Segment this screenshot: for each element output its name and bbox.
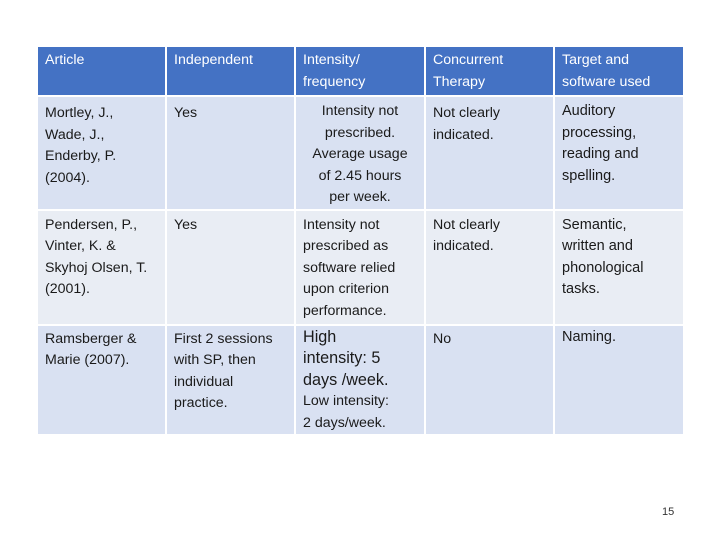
cell-line: tasks. bbox=[562, 281, 600, 297]
cell-target bbox=[554, 96, 684, 210]
cell-line: with SP, then bbox=[174, 352, 256, 368]
cell-concurrent bbox=[425, 325, 554, 436]
cell-line: Marie (2007). bbox=[45, 352, 130, 368]
header-concurrent-line: Concurrent bbox=[433, 52, 504, 68]
table-row bbox=[37, 325, 684, 436]
cell-concurrent bbox=[425, 210, 554, 325]
cell-line: High bbox=[303, 327, 337, 346]
cell-line: upon criterion bbox=[303, 281, 389, 297]
cell-line: software relied bbox=[303, 259, 396, 276]
cell-intensity bbox=[295, 210, 425, 325]
cell-line: processing, bbox=[562, 124, 637, 141]
cell-line: prescribed as bbox=[303, 238, 389, 254]
cell-line: intensity: 5 bbox=[303, 349, 381, 367]
cell-line: per week. bbox=[329, 189, 391, 205]
header-independent-label: Independent bbox=[174, 52, 253, 68]
cell-intensity bbox=[295, 325, 425, 436]
header-intensity bbox=[295, 46, 425, 96]
cell-line: reading and bbox=[562, 146, 639, 162]
cell-independent bbox=[166, 210, 295, 325]
cell-line: practice. bbox=[174, 395, 228, 411]
cell-line: performance. bbox=[303, 302, 387, 319]
header-article bbox=[37, 46, 166, 96]
cell-target bbox=[554, 325, 684, 436]
cell-independent bbox=[166, 96, 295, 210]
cell-line: days /week. bbox=[303, 370, 389, 389]
header-target-line: software used bbox=[562, 73, 651, 90]
header-article-label: Article bbox=[45, 52, 85, 68]
page-number: 15 bbox=[662, 506, 675, 518]
table-row bbox=[37, 96, 684, 210]
cell-line: Wade, J., bbox=[45, 126, 105, 143]
cell-article bbox=[37, 210, 166, 325]
cell-line: individual bbox=[174, 373, 234, 390]
cell-line: Yes bbox=[174, 105, 198, 121]
cell-intensity bbox=[295, 96, 425, 210]
cell-line: Auditory bbox=[562, 103, 616, 119]
header-intensity-line: frequency bbox=[303, 73, 366, 90]
cell-line: Not clearly bbox=[433, 105, 501, 121]
cell-line: Ramsberger & bbox=[45, 330, 137, 347]
cell-line: (2004). bbox=[45, 169, 90, 186]
header-concurrent-line: Therapy bbox=[433, 73, 486, 90]
header-independent bbox=[166, 46, 295, 96]
cell-line: Not clearly bbox=[433, 216, 501, 233]
cell-line: spelling. bbox=[562, 167, 616, 184]
cell-line: Average usage bbox=[312, 146, 408, 162]
header-intensity-line: Intensity/ bbox=[303, 52, 360, 68]
header-concurrent bbox=[425, 46, 554, 96]
cell-line: (2001). bbox=[45, 281, 90, 297]
cell-target bbox=[554, 210, 684, 325]
cell-line: indicated. bbox=[433, 126, 494, 143]
cell-line: Vinter, K. & bbox=[45, 238, 116, 254]
cell-line: Low intensity: bbox=[303, 393, 389, 409]
cell-line: Intensity not bbox=[321, 103, 399, 119]
cell-line: Yes bbox=[174, 216, 198, 233]
cell-line: Intensity not bbox=[303, 216, 380, 233]
cell-line: phonological bbox=[562, 259, 644, 276]
cell-concurrent bbox=[425, 96, 554, 210]
cell-line: indicated. bbox=[433, 238, 494, 254]
cell-line: Mortley, J., bbox=[45, 105, 114, 121]
cell-line: Pendersen, P., bbox=[45, 216, 138, 233]
cell-line: Semantic, bbox=[562, 216, 627, 233]
cell-line: 2 days/week. bbox=[303, 414, 386, 431]
cell-independent bbox=[166, 325, 295, 436]
cell-line: Skyhoj Olsen, T. bbox=[45, 259, 148, 276]
cell-line: First 2 sessions bbox=[174, 330, 273, 347]
cell-line: written and bbox=[562, 238, 633, 254]
cell-line: of 2.45 hours bbox=[318, 167, 402, 184]
header-target-line: Target and bbox=[562, 52, 630, 68]
cell-article bbox=[37, 325, 166, 436]
cell-article bbox=[37, 96, 166, 210]
cell-line: Enderby, P. bbox=[45, 148, 117, 164]
table-header-row bbox=[37, 46, 684, 96]
header-target bbox=[554, 46, 684, 96]
cell-line: No bbox=[433, 330, 452, 347]
cell-line: prescribed. bbox=[324, 124, 396, 141]
cell-line: Naming. bbox=[562, 328, 616, 345]
table-row bbox=[37, 210, 684, 325]
studies-table bbox=[36, 45, 685, 436]
